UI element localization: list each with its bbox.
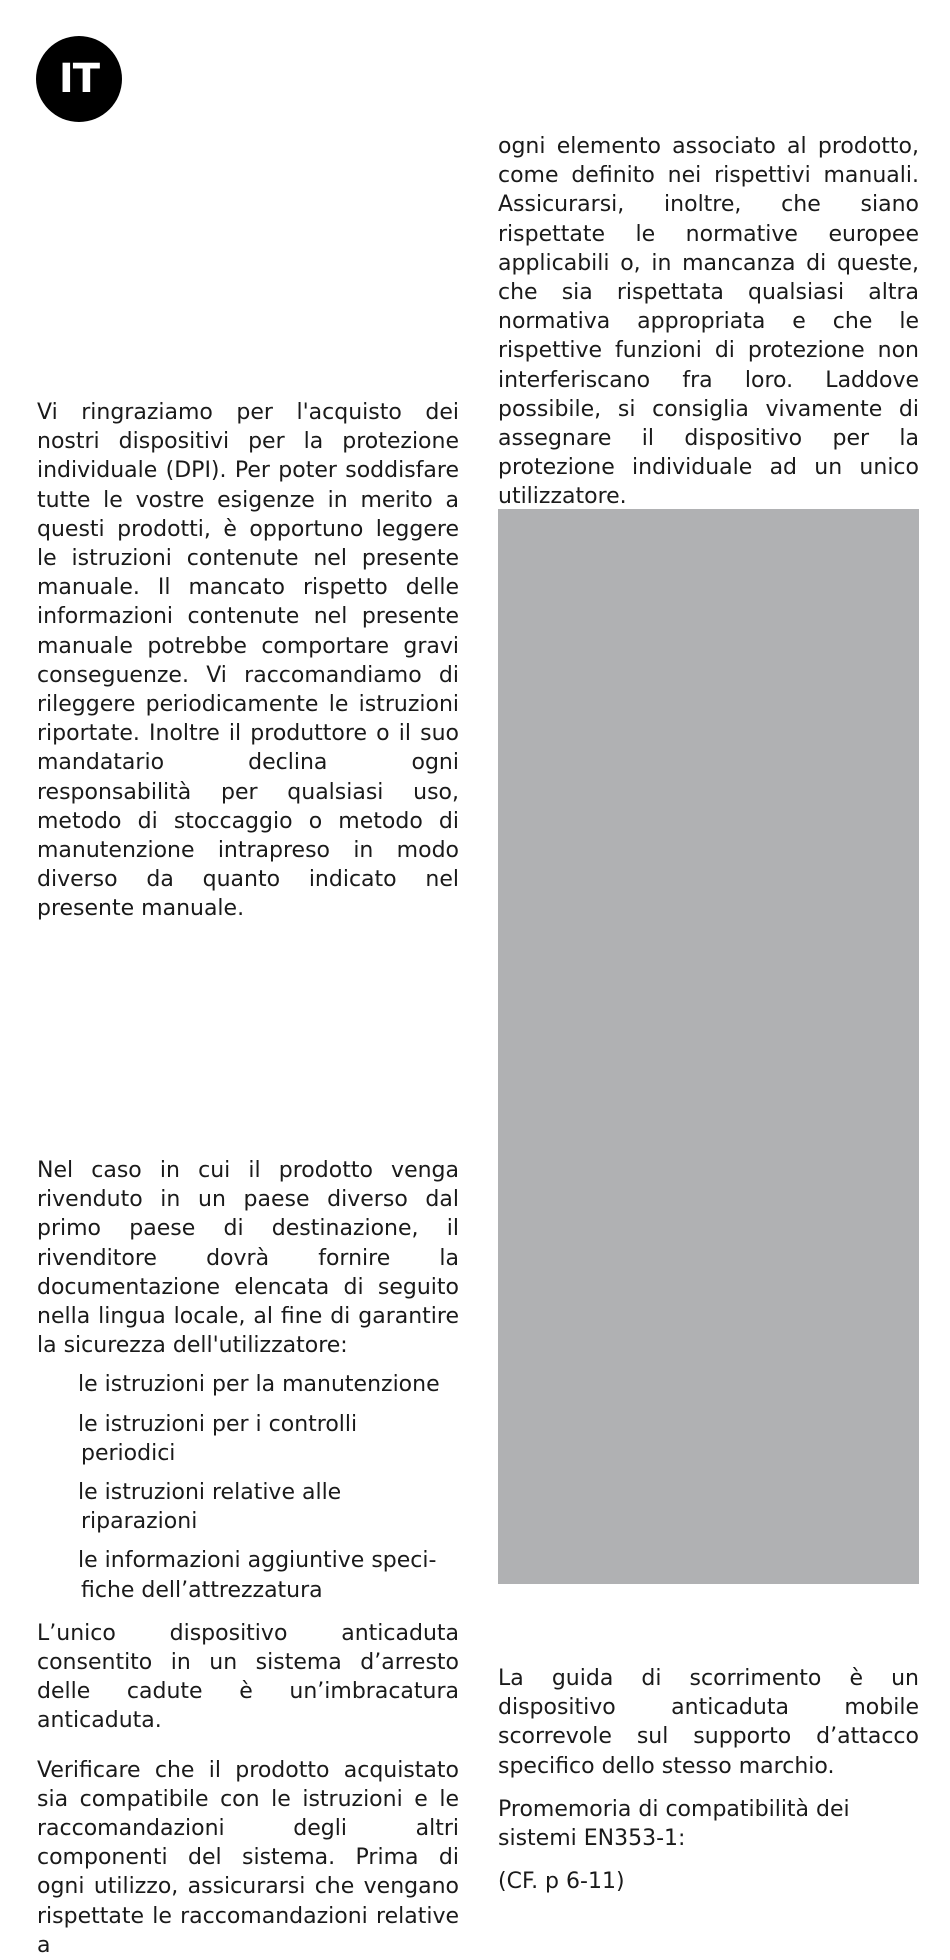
list-item-text: le istruzioni relative alle xyxy=(78,1480,342,1506)
product-image-placeholder xyxy=(498,509,919,1584)
list-item-text: le istruzioni per i controlli xyxy=(78,1411,358,1437)
right-bottom-section xyxy=(498,1664,919,1896)
compatibility-paragraph: Verificare che il prodotto acquistato sia compatibile con le istruzioni e le raccomandazioni degli altri componenti del sistema. Prima di ogni utilizzo, assicurarsi che vengano rispettate le raccomandazioni relative a xyxy=(37,1757,459,1958)
documentation-list xyxy=(37,1370,459,1604)
intro-section xyxy=(37,398,459,924)
list-item-text: le informazioni aggiuntive speci- xyxy=(78,1548,437,1574)
list-item xyxy=(78,1410,459,1468)
list-item-text: le istruzioni per la manutenzione xyxy=(78,1372,440,1398)
list-item-continuation: riparazioni xyxy=(81,1509,198,1535)
list-item-continuation: periodici xyxy=(81,1440,176,1466)
list-item xyxy=(78,1546,459,1604)
intro-paragraph: Vi ringraziamo per l'acquisto dei nostri dispositivi per la protezione individuale (DPI). Per poter soddisfare tutte le vostre esigenze in merito a questi prodotti, è opportuno leggere le istruzioni contenute nel presente manuale. Il mancato rispetto delle informazioni contenute nel presente manuale potrebbe comportare gravi conseguenze. Vi raccomandiamo di rileggere periodicamente le istruzioni riportate. Inoltre il produttore o il suo mandatario declina ogni responsabilità per qualsiasi uso, metodo di stoccaggio o metodo di manutenzione intrapreso in modo diverso da quanto indicato nel presente manuale. xyxy=(37,400,459,922)
compatibility-reminder: Promemoria di compatibilità dei sistemi EN353-1: xyxy=(498,1796,850,1852)
list-item-continuation: fiche dell’attrezzatura xyxy=(81,1577,323,1603)
page-reference: (CF. p 6-11) xyxy=(498,1869,625,1895)
guide-description-paragraph: La guida di scorrimento è un dispositivo anticaduta mobile scorrevole sul supporto d’attacco specifico dello stesso marchio. xyxy=(498,1666,919,1779)
resale-section xyxy=(37,1156,459,1960)
right-top-paragraph: ogni elemento associato al prodotto, come definito nei rispettivi manuali. Assicurarsi, inoltre, che siano rispettate le normative europee applicabili o, in mancanza di queste, che sia rispettata qualsiasi altra normativa appropriata e che le rispettive funzioni di protezione non interferiscano fra loro. Laddove possibile, si consiglia vivamente di assegnare il dispositivo per la protezione individuale ad un unico utilizzatore. xyxy=(498,134,919,510)
list-item xyxy=(78,1478,459,1536)
language-badge: IT xyxy=(36,36,122,122)
harness-note-paragraph: L’unico dispositivo anticaduta consentito in un sistema d’arresto delle cadute è un’imbracatura anticaduta. xyxy=(37,1620,459,1734)
resale-lead-paragraph: Nel caso in cui il prodotto venga rivenduto in un paese diverso dal primo paese di destinazione, il rivenditore dovrà fornire la documentazione elencata di seguito nella lingua locale, al fine di garantire la sicurezza dell'utilizzatore: xyxy=(37,1158,459,1359)
right-top-section xyxy=(498,132,919,512)
list-item xyxy=(78,1370,459,1399)
